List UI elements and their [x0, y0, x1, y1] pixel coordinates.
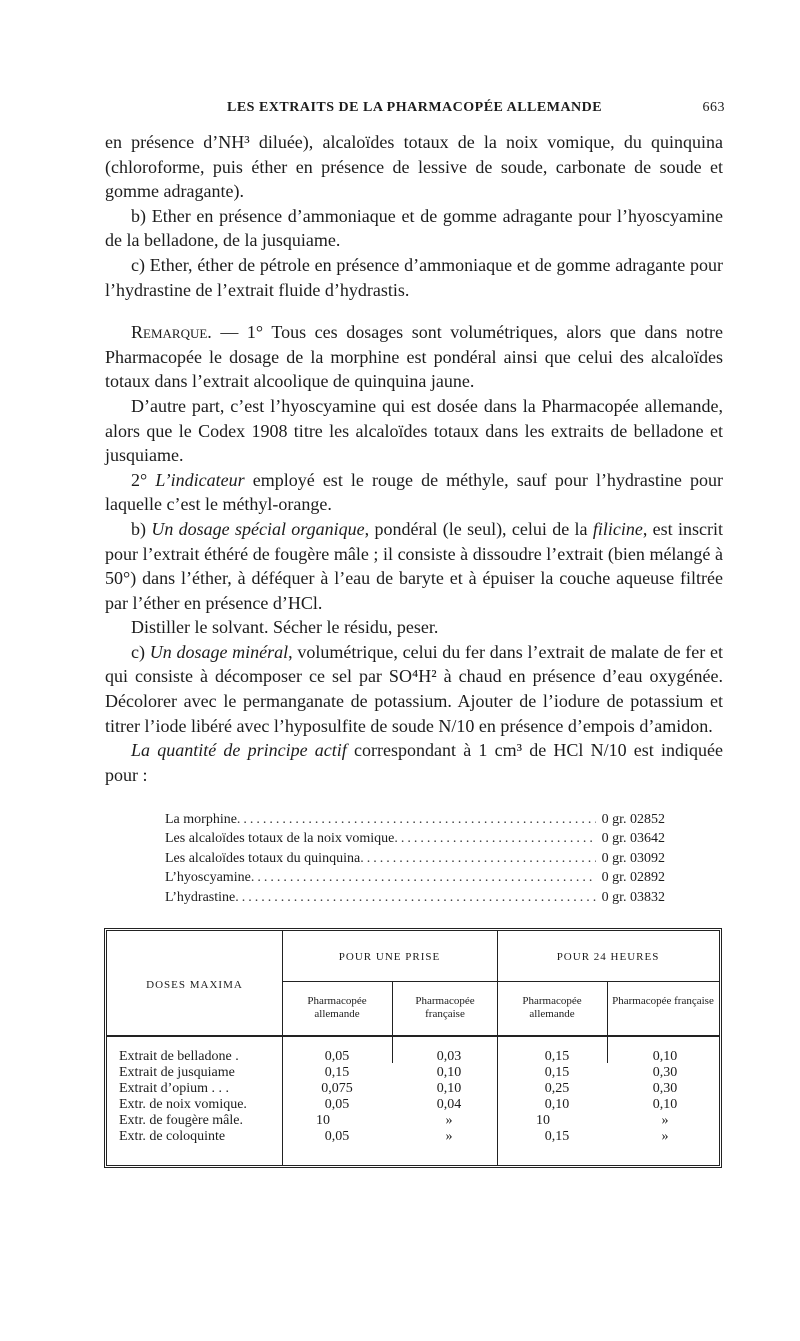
col-header: Pharmacopée allemande — [522, 995, 582, 1020]
drug-name: Extrait de belladone . — [119, 1049, 239, 1064]
remarque-lead: Remarque. — [131, 322, 212, 343]
dose-value: 0,10 — [436, 1065, 462, 1080]
dose-value: 0,15 — [324, 1065, 350, 1080]
p9-emphasis: Un dosage minéral — [149, 641, 289, 662]
p7-emphasis-2: filicine — [592, 518, 643, 539]
dose-value: » — [661, 1129, 669, 1144]
equivalents-list — [165, 810, 665, 907]
paragraph-remarque — [105, 320, 723, 394]
leader-dots — [251, 868, 596, 887]
list-item-value: 0 gr. 02892 — [601, 870, 665, 886]
dose-value: 0,03 — [436, 1049, 462, 1064]
dose-value: 0,10 — [436, 1081, 462, 1096]
list-item-value: 0 gr. 03642 — [601, 831, 665, 847]
doses-table — [104, 928, 722, 1168]
p7-emphasis: Un dosage spécial organique — [151, 518, 365, 539]
page-number: 663 — [702, 100, 725, 115]
row-header: DOSES MAXIMA — [146, 979, 243, 991]
paragraph-6 — [105, 468, 723, 517]
list-item — [165, 810, 665, 829]
group-header-prise: POUR UNE PRISE — [338, 951, 441, 963]
dose-value: 0,10 — [652, 1097, 678, 1112]
paragraph-8: Distiller le solvant. Sécher le résidu, peser. — [131, 617, 439, 638]
p9-part-a: c) — [131, 641, 150, 662]
p6-part-b: employé est le rouge de méthyle, sauf pour l’hydrastine pour laquelle c’est le méthyl-orange. — [105, 469, 724, 515]
dose-value: 0,10 — [652, 1049, 678, 1064]
body-text — [105, 130, 723, 787]
col-header: Pharmacopée française — [612, 995, 714, 1007]
p6-part-a: 2° — [131, 469, 156, 490]
dose-value: 0,15 — [544, 1065, 570, 1080]
dose-value: 0,15 — [544, 1049, 570, 1064]
table-divider — [282, 931, 283, 1165]
dose-value: 0,04 — [436, 1097, 462, 1112]
dose-value: 0,05 — [324, 1097, 350, 1112]
p10-part-b: correspondant à 1 cm³ de HCl N/10 est indiquée pour : — [105, 740, 723, 785]
dose-value: 0,25 — [544, 1081, 570, 1096]
paragraph-5: D’autre part, c’est l’hyoscyamine qui est dosée dans la Pharmacopée allemande, alors que le Codex 1908 titre les alcaloïdes totaux dans les extraits de belladone et jusquiame. — [105, 395, 723, 466]
drug-name: Extr. de noix vomique. — [119, 1097, 247, 1112]
list-item-name: L’hyoscyamine — [165, 870, 251, 886]
leader-dots — [360, 849, 595, 868]
drug-name: Extrait d’opium . . . — [119, 1081, 230, 1096]
list-item — [165, 888, 665, 907]
p7-part-b: , pondéral (le seul), celui de la — [364, 518, 593, 539]
dose-value: 0,075 — [321, 1081, 353, 1096]
leader-dots — [235, 888, 595, 907]
paragraph-2: b) Ether en présence d’ammoniaque et de gomme adragante pour l’hyoscyamine de la belladone, de la jusquiame. — [105, 205, 723, 251]
drug-name: Extr. de fougère mâle. — [119, 1113, 244, 1128]
paragraph-10 — [105, 738, 723, 787]
list-item-name: La morphine — [165, 812, 237, 827]
paragraph-1: en présence d’NH³ diluée), alcaloïdes totaux de la noix vomique, du quinquina (chloroforme, puis éther en présence de lessive de soude, carbonate de soude et gomme adragante). — [105, 132, 723, 202]
dose-value: 0,30 — [652, 1065, 678, 1080]
list-item — [165, 868, 665, 887]
table-rule — [107, 1035, 719, 1037]
dose-value: 0,15 — [544, 1129, 570, 1144]
list-item — [165, 829, 665, 848]
dose-value: 0,05 — [324, 1129, 350, 1144]
p7-part-a: b) — [131, 518, 152, 539]
list-item-name: Les alcaloïdes totaux du quinquina — [165, 850, 361, 866]
dose-value: » — [445, 1113, 453, 1128]
p7-part-c: , est inscrit pour l’extrait éthéré de fougère mâle ; il consiste à dissoudre l’extrait (bien mélangé à 50°) dans l’éther, à déféquer à l’eau de baryte et à épuiser la couche aqueuse filtrée par l’éther en présence d’HCl. — [105, 518, 723, 613]
running-header — [105, 100, 725, 122]
leader-dots — [394, 829, 595, 848]
dose-value: 10 — [536, 1113, 550, 1128]
list-item-value: 0 gr. 02852 — [601, 812, 665, 827]
list-item-name: L’hydrastine — [165, 889, 236, 905]
col-header: Pharmacopée française — [415, 995, 475, 1020]
list-item — [165, 849, 665, 868]
table-rule — [282, 981, 719, 982]
list-item-value: 0 gr. 03832 — [601, 889, 665, 905]
p10-emphasis: La quantité de principe actif — [131, 740, 347, 761]
dose-value: » — [445, 1129, 453, 1144]
drug-name: Extrait de jusquiame — [119, 1065, 235, 1080]
dose-value: » — [661, 1113, 669, 1128]
p6-emphasis: L’indicateur — [155, 469, 245, 490]
table-divider — [607, 981, 608, 1063]
running-title: LES EXTRAITS DE LA PHARMACOPÉE ALLEMANDE — [227, 100, 603, 115]
paragraph-7 — [105, 517, 723, 615]
list-item-value: 0 gr. 03092 — [601, 850, 665, 866]
remarque-text: — 1° Tous ces dosages sont volumétriques, alors que dans notre Pharmacopée le dosage de la morphine est pondéral ainsi que celui des alcaloïdes totaux dans l’extrait alcoolique de quinquina jaune. — [105, 322, 723, 392]
paragraph-9 — [105, 640, 723, 738]
list-item-name: Les alcaloïdes totaux de la noix vomique — [165, 831, 395, 847]
drug-name: Extr. de coloquinte — [119, 1129, 226, 1144]
dose-value: 10 — [316, 1113, 330, 1128]
table-divider — [497, 931, 498, 1165]
col-header: Pharmacopée allemande — [307, 995, 367, 1020]
table-divider — [392, 981, 393, 1063]
paragraph-3: c) Ether, éther de pétrole en présence d’ammoniaque et de gomme adragante pour l’hydrastine de l’extrait fluide d’hydrastis. — [105, 254, 723, 300]
dose-value: 0,30 — [652, 1081, 678, 1096]
leader-dots — [237, 810, 596, 829]
p9-part-b: , volumétrique, celui du fer dans l’extrait de malate de fer et qui consiste à décomposer ce sel par SO⁴H² à chaud en présence d’eau oxygénée. Décolorer avec le permanganate de potassium. Ajouter de l’iodure de potassium et titrer l’iode libéré avec l’hyposulfite de soude N/10 en présence d’empois d’amidon. — [105, 641, 723, 736]
group-header-24h: POUR 24 HEURES — [556, 951, 660, 963]
dose-value: 0,10 — [544, 1097, 570, 1112]
dose-value: 0,05 — [324, 1049, 350, 1064]
